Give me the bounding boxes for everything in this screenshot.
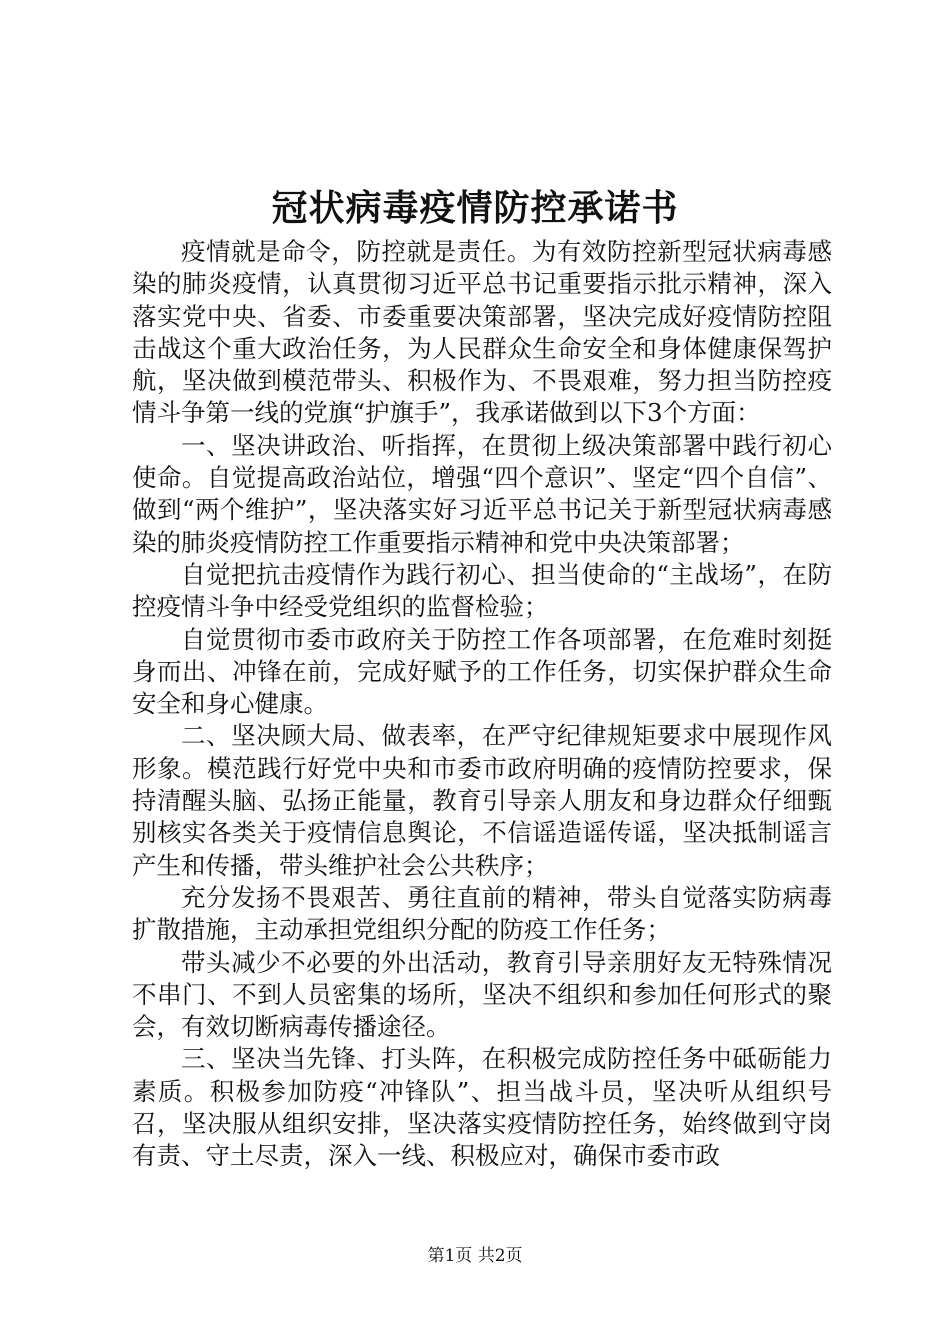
paragraph-section-two-point-2: 充分发扬不畏艰苦、勇往直前的精神，带头自觉落实防病毒扩散措施，主动承担党组织分配的防疫工作任务； — [132, 882, 832, 945]
paragraph-section-two: 二、坚决顾大局、做表率，在严守纪律规矩要求中展现作风形象。模范践行好党中央和市委市政府明确的疫情防控要求，保持清醒头脑、弘扬正能量，教育引导亲人朋友和身边群众仔细甄别核实各类关于疫情信息舆论，不信谣造谣传谣，坚决抵制谣言产生和传播，带头维护社会公共秩序； — [132, 721, 832, 880]
paragraph-section-one-point-2: 自觉把抗击疫情作为践行初心、担当使命的“主战场”，在防控疫情斗争中经受党组织的监督检验； — [132, 559, 832, 622]
document-body — [132, 236, 832, 1173]
document-title: 冠状病毒疫情防控承诺书 — [271, 187, 679, 229]
paragraph-intro: 疫情就是命令，防控就是责任。为有效防控新型冠状病毒感染的肺炎疫情，认真贯彻习近平总书记重要指示批示精神，深入落实党中央、省委、市委重要决策部署，坚决完成好疫情防控阻击战这个重大政治任务，为人民群众生命安全和身体健康保驾护航，坚决做到模范带头、积极作为、不畏艰难，努力担当防控疫情斗争第一线的党旗“护旗手”，我承诺做到以下3个方面： — [132, 237, 832, 428]
paragraph-section-three: 三、坚决当先锋、打头阵，在积极完成防控任务中砥砺能力素质。积极参加防疫“冲锋队”、担当战斗员，坚决听从组织号召，坚决服从组织安排，坚决落实疫情防控任务，始终做到守岗有责、守土尽责，深入一线、积极应对，确保市委市政 — [132, 1044, 832, 1171]
paragraph-section-one-point-3: 自觉贯彻市委市政府关于防控工作各项部署，在危难时刻挺身而出、冲锋在前，完成好赋予的工作任务，切实保护群众生命安全和身心健康。 — [132, 624, 832, 719]
page-number-footer: 第1页 共2页 — [427, 1246, 523, 1266]
paragraph-section-two-point-3: 带头减少不必要的外出活动，教育引导亲朋好友无特殊情况不串门、不到人员密集的场所，坚决不组织和参加任何形式的聚会，有效切断病毒传播途径。 — [132, 947, 832, 1042]
paragraph-section-one: 一、坚决讲政治、听指挥，在贯彻上级决策部署中践行初心使命。自觉提高政治站位，增强“四个意识”、坚定“四个自信”、做到“两个维护”，坚决落实好习近平总书记关于新型冠状病毒感染的肺炎疫情防控工作重要指示精神和党中央决策部署； — [132, 430, 832, 557]
